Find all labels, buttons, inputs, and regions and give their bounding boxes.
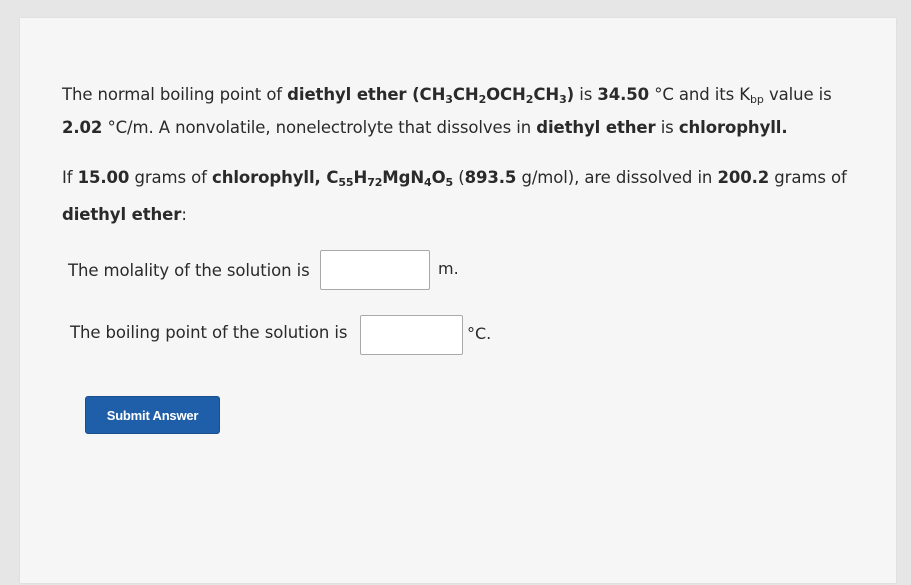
boiling-point-label: The boiling point of the solution is [70, 323, 348, 342]
molality-unit: m. [438, 259, 459, 278]
intro-line-2: 2.02 °C/m. A nonvolatile, nonelectrolyte that dissolves in diethyl ether is chlorophyll. [62, 118, 788, 137]
intro-line-1: The normal boiling point of diethyl ether $(CH_3CH_2OCH_2CH_3)$ is 34.50 °C and its $K_{bp}$ value is [62, 85, 832, 106]
molality-input[interactable] [320, 250, 430, 290]
given-line-2: diethyl ether: [62, 205, 187, 224]
submit-answer-button[interactable]: Submit Answer [85, 396, 220, 434]
boiling-point-input[interactable] [360, 315, 463, 355]
boiling-point-unit: °C. [467, 324, 492, 343]
given-line-1: If 15.00 grams of chlorophyll, $C_{55}H_{72}MgN_4O_5$ (893.5 g/mol), are dissolved in 200.2 grams of [62, 168, 847, 189]
molality-label: The molality of the solution is [68, 261, 310, 280]
